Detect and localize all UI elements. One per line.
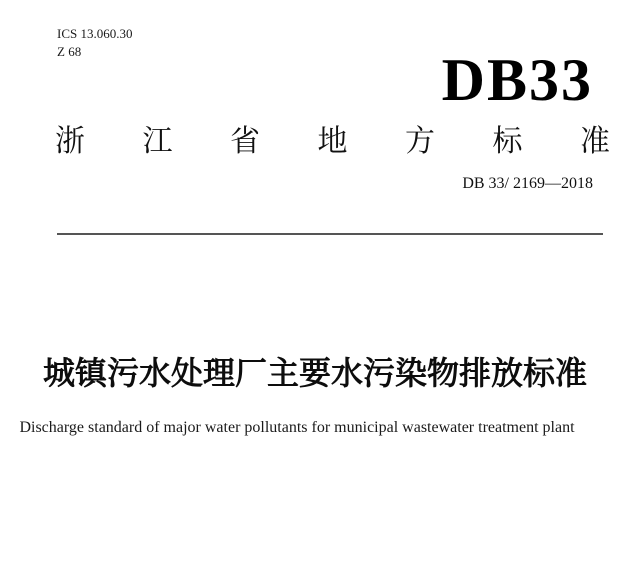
ics-code: ICS 13.060.30	[57, 26, 133, 41]
category-char: 方	[405, 125, 435, 158]
category-char: 浙	[55, 125, 85, 158]
standard-title-chinese: 城镇污水处理厂主要水污染物排放标准	[42, 355, 587, 391]
category-char: 地	[317, 125, 348, 158]
doc-class-code: Z 68	[57, 44, 82, 59]
category-char: 标	[492, 125, 523, 158]
standard-category-title	[55, 125, 610, 158]
category-char: 准	[580, 125, 610, 158]
classification-codes	[57, 25, 132, 61]
header-divider-line	[57, 233, 603, 235]
standard-number: DB 33/ 2169—2018	[462, 175, 593, 192]
category-char: 江	[142, 125, 173, 158]
db33-logo: DB33	[441, 47, 593, 113]
category-char: 省	[230, 125, 260, 158]
standard-title-english: Discharge standard of major water pollutants for municipal wastewater treatment plant	[19, 419, 575, 436]
